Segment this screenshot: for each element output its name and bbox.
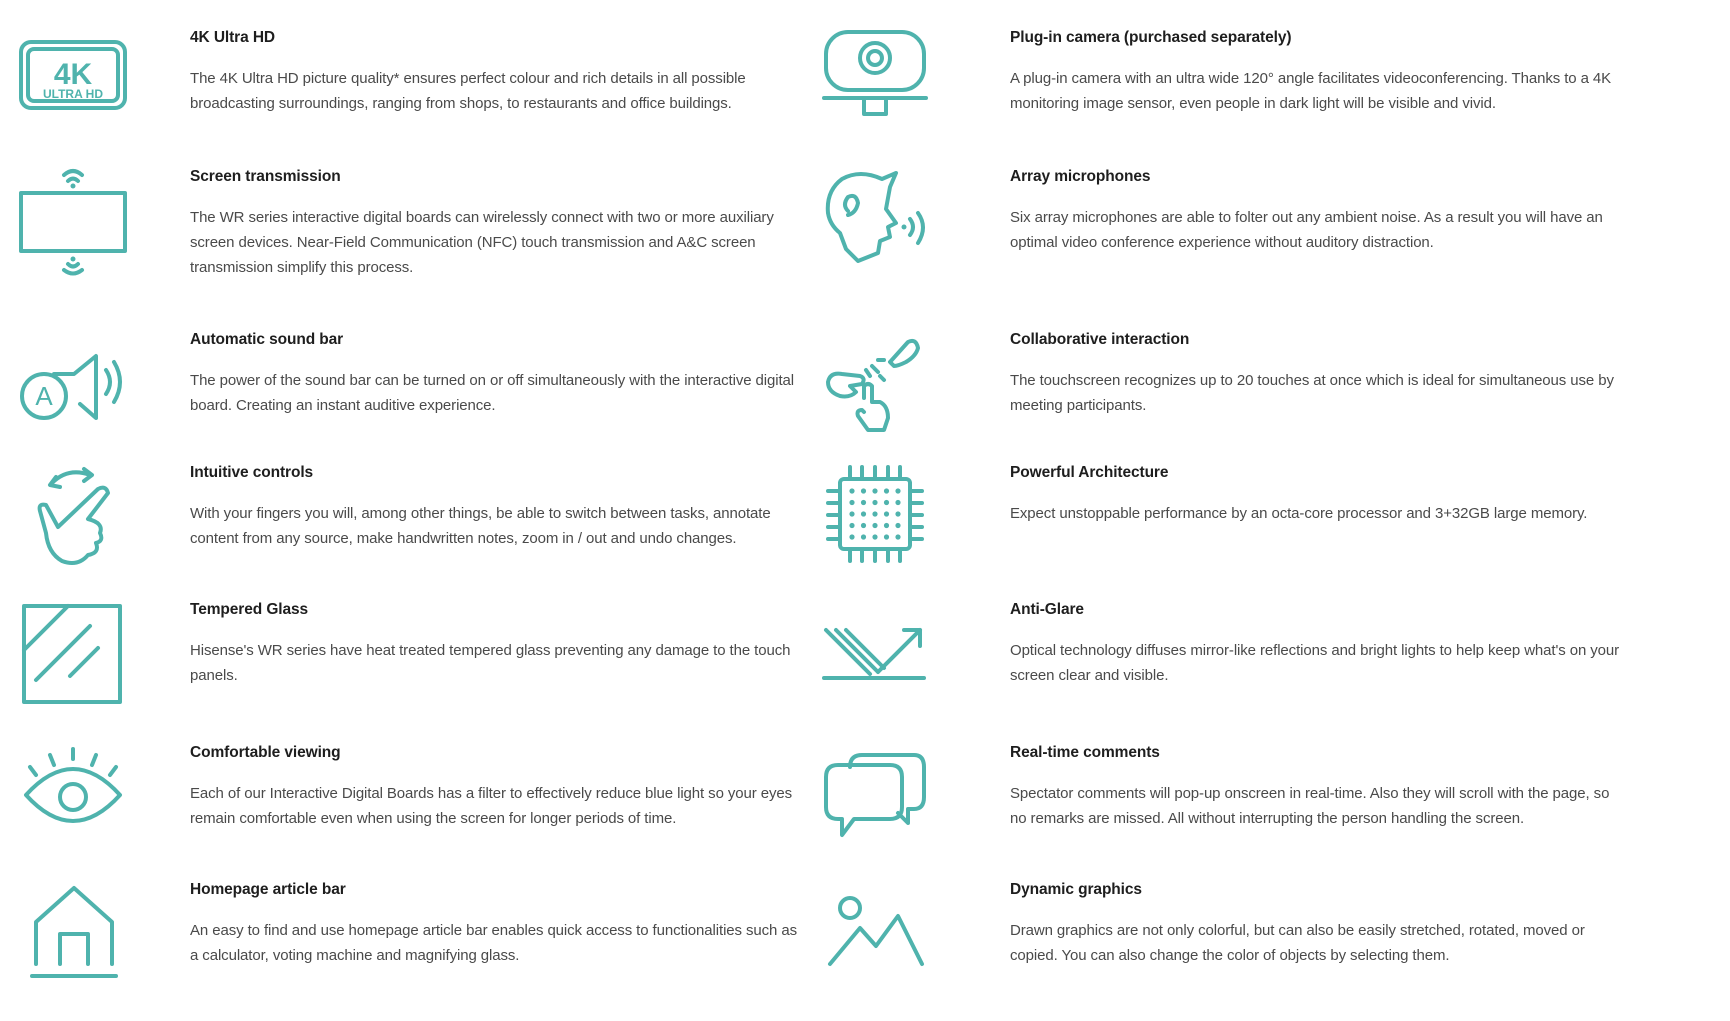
feature-title: Plug-in camera (purchased separately) [1010, 29, 1292, 46]
feature-4k-ultra-hd [0, 28, 760, 158]
anti-glare-icon [820, 600, 930, 710]
feature-description: Hisense's WR series have heat treated tempered glass preventing any damage to the touch panels. [190, 642, 791, 684]
home-icon [18, 880, 128, 990]
feature-title: Comfortable viewing [190, 744, 341, 761]
feature-array-microphones [822, 167, 1603, 297]
icon-ultra-hd-text: ULTRA HD [43, 87, 103, 101]
feature-title: Array microphones [1010, 168, 1151, 185]
image-icon [820, 880, 930, 990]
feature-comfortable-viewing [0, 743, 793, 873]
multi-touch-icon [820, 330, 930, 440]
icon-a-letter: A [35, 381, 53, 411]
feature-description: Optical technology diffuses mirror-like reflections and bright lights to help keep what's on your screen clear and visible. [1010, 642, 1620, 684]
feature-description: The 4K Ultra HD picture quality* ensures perfect colour and rich details in all possible broadcasting surroundings, ranging from shops, to restaurants and office buildings. [190, 70, 746, 112]
feature-title: Screen transmission [190, 168, 341, 185]
camera-icon [820, 28, 930, 138]
gesture-hand-icon [18, 463, 128, 573]
feature-homepage-article-bar [0, 880, 798, 1010]
feature-description: Drawn graphics are not only colorful, but can also be easily stretched, rotated, moved or copied. You can also change the color of objects by selecting them. [1010, 922, 1585, 964]
feature-real-time-comments [822, 743, 1610, 873]
feature-description: Each of our Interactive Digital Boards has a filter to effectively reduce blue light so your eyes remain comfortable even when using the screen for longer periods of time. [190, 785, 793, 827]
processor-chip-icon [820, 463, 930, 573]
feature-title: Collaborative interaction [1010, 331, 1190, 348]
eye-icon [18, 743, 128, 853]
feature-title: Real-time comments [1010, 744, 1160, 761]
feature-collaborative-interaction [822, 330, 1614, 460]
chat-bubbles-icon [820, 743, 930, 853]
array-microphone-icon [820, 167, 930, 277]
feature-description: Spectator comments will pop-up onscreen in real-time. Also they will scroll with the page, so no remarks are missed. All without interrupting the person handling the screen. [1010, 785, 1610, 827]
feature-description: The touchscreen recognizes up to 20 touches at once which is ideal for simultaneous use by meeting participants. [1010, 372, 1614, 414]
feature-screen-transmission [0, 167, 774, 297]
feature-tempered-glass [0, 600, 791, 730]
sound-bar-icon [18, 330, 128, 440]
icon-4k-text: 4K [53, 58, 93, 91]
feature-plug-in-camera [822, 28, 1612, 158]
feature-description: The power of the sound bar can be turned on or off simultaneously with the interactive digital board. Creating an instant auditive experience. [190, 372, 795, 414]
4k-ultra-hd-icon [18, 28, 128, 138]
feature-description: Expect unstoppable performance by an octa-core processor and 3+32GB large memory. [1010, 505, 1588, 522]
feature-title: Anti-Glare [1010, 601, 1084, 618]
tempered-glass-icon [18, 600, 128, 710]
feature-title: Intuitive controls [190, 464, 314, 481]
feature-automatic-sound-bar [0, 330, 795, 460]
feature-title: Homepage article bar [190, 881, 346, 898]
feature-dynamic-graphics [822, 880, 1585, 1010]
feature-powerful-architecture [822, 463, 1588, 593]
feature-intuitive-controls [0, 463, 771, 593]
feature-description: A plug-in camera with an ultra wide 120° angle facilitates videoconferencing. Thanks to a 4K monitoring image sensor, even people in dark light will be visible and vivid. [1010, 70, 1612, 112]
feature-title: Dynamic graphics [1010, 881, 1142, 898]
feature-title: Tempered Glass [190, 601, 309, 618]
feature-title: 4K Ultra HD [190, 29, 276, 46]
feature-title: Powerful Architecture [1010, 464, 1169, 481]
feature-title: Automatic sound bar [190, 331, 344, 348]
feature-description: Six array microphones are able to folter out any ambient noise. As a result you will have an optimal video conference experience without auditory distraction. [1010, 209, 1603, 251]
feature-description: The WR series interactive digital boards can wirelessly connect with two or more auxiliary screen devices. Near-Field Communication (NFC) touch transmission and A&C screen transmission simplify this process. [190, 209, 774, 276]
feature-anti-glare [822, 600, 1620, 730]
feature-description: An easy to find and use homepage article bar enables quick access to functionalities such as a calculator, voting machine and magnifying glass. [190, 922, 798, 964]
screen-transmission-icon [18, 167, 128, 277]
feature-description: With your fingers you will, among other things, be able to switch between tasks, annotate content from any source, make handwritten notes, zoom in / out and undo changes. [190, 505, 771, 547]
